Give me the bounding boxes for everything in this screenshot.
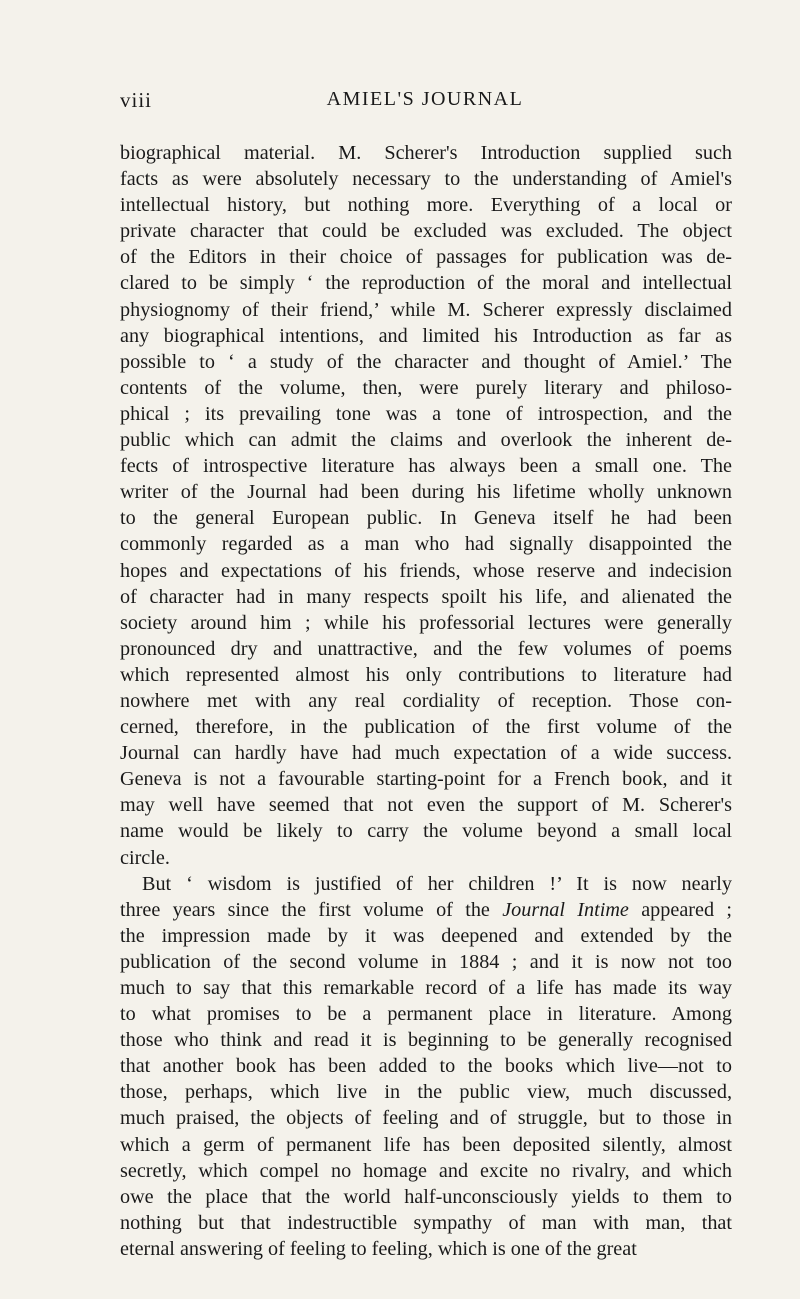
text-line: cerned, therefore, in the publication of the first volume of the [120, 716, 732, 739]
text-line: which a germ of permanent life has been deposited silently, almost [120, 1133, 732, 1156]
text-line: Journal can hardly have had much expectation of a wide success. [120, 742, 732, 765]
text-line: those, perhaps, which live in the public view, much discussed, [120, 1081, 732, 1104]
text-line: circle. [120, 846, 170, 869]
text-line: contents of the volume, then, were purely literary and philoso- [120, 376, 732, 399]
text-line: name would be likely to carry the volume beyond a small local [120, 820, 732, 843]
paragraph [120, 871, 732, 1262]
text-line: commonly regarded as a man who had signally disappointed the [120, 533, 732, 556]
running-head: AMIEL'S JOURNAL [326, 88, 524, 110]
text-line: may well have seemed that not even the support of M. Scherer's [120, 794, 732, 817]
text-line: facts as were absolutely necessary to the understanding of Amiel's [120, 168, 732, 191]
text-line: of the Editors in their choice of passages for publication was de- [120, 246, 732, 269]
text-line: writer of the Journal had been during his lifetime wholly unknown [120, 481, 732, 504]
text-line: possible to ‘ a study of the character and thought of Amiel.’ The [120, 350, 732, 373]
text-line: biographical material. M. Scherer's Introduction supplied such [120, 142, 732, 164]
text-line: phical ; its prevailing tone was a tone of introspection, and the [120, 402, 732, 425]
text-line: publication of the second volume in 1884 ; and it is now not too [120, 950, 732, 973]
paragraph [120, 140, 732, 871]
text-line: that another book has been added to the books which live—not to [120, 1055, 732, 1078]
text-line: clared to be simply ‘ the reproduction of the moral and intellectual [120, 272, 732, 295]
text-line: any biographical intentions, and limited his Introduction as far as [120, 324, 732, 347]
text-line: Geneva is not a favourable starting-point for a French book, and it [120, 768, 732, 791]
text-line: intellectual history, but nothing more. Everything of a local or [120, 194, 732, 217]
text-line: to what promises to be a permanent place in literature. Among [120, 1003, 732, 1026]
text-line: fects of introspective literature has always been a small one. The [120, 455, 732, 478]
text-line: nowhere met with any real cordiality of reception. Those con- [120, 689, 732, 712]
text-line: public which can admit the claims and overlook the inherent de- [120, 429, 732, 452]
text-line: society around him ; while his professorial lectures were generally [120, 611, 732, 634]
text-line: much praised, the objects of feeling and of struggle, but to those in [120, 1107, 732, 1130]
text-line: hopes and expectations of his friends, whose reserve and indecision [120, 559, 732, 582]
text-line: those who think and read it is beginning to be generally recognised [120, 1029, 732, 1052]
text-line: nothing but that indestructible sympathy of man with man, that [120, 1211, 732, 1234]
text-line: eternal answering of feeling to feeling, which is one of the great [120, 1237, 637, 1260]
text-line: private character that could be excluded was excluded. The object [120, 220, 732, 243]
text-line: of character had in many respects spoilt his life, and alienated the [120, 585, 732, 608]
text-line: to the general European public. In Geneva itself he had been [120, 507, 732, 530]
text-line: owe the place that the world half-unconsciously yields to them to [120, 1185, 732, 1208]
text-line: But ‘ wisdom is justified of her children !’ It is now nearly [142, 872, 732, 895]
page-number: viii [120, 88, 153, 112]
body-text [120, 140, 732, 1262]
text-line: pronounced dry and unattractive, and the few volumes of poems [120, 637, 732, 660]
text-line: secretly, which compel no homage and excite no rivalry, and which [120, 1159, 732, 1182]
text-line: which represented almost his only contributions to literature had [120, 663, 732, 686]
text-line: the impression made by it was deepened and extended by the [120, 924, 732, 947]
text-line: three years since the first volume of the Journal Intime appeared ; [120, 898, 732, 921]
page-header [120, 88, 730, 118]
text-line: physiognomy of their friend,’ while M. Scherer expressly disclaimed [120, 298, 732, 321]
text-line: much to say that this remarkable record of a life has made its way [120, 977, 732, 999]
